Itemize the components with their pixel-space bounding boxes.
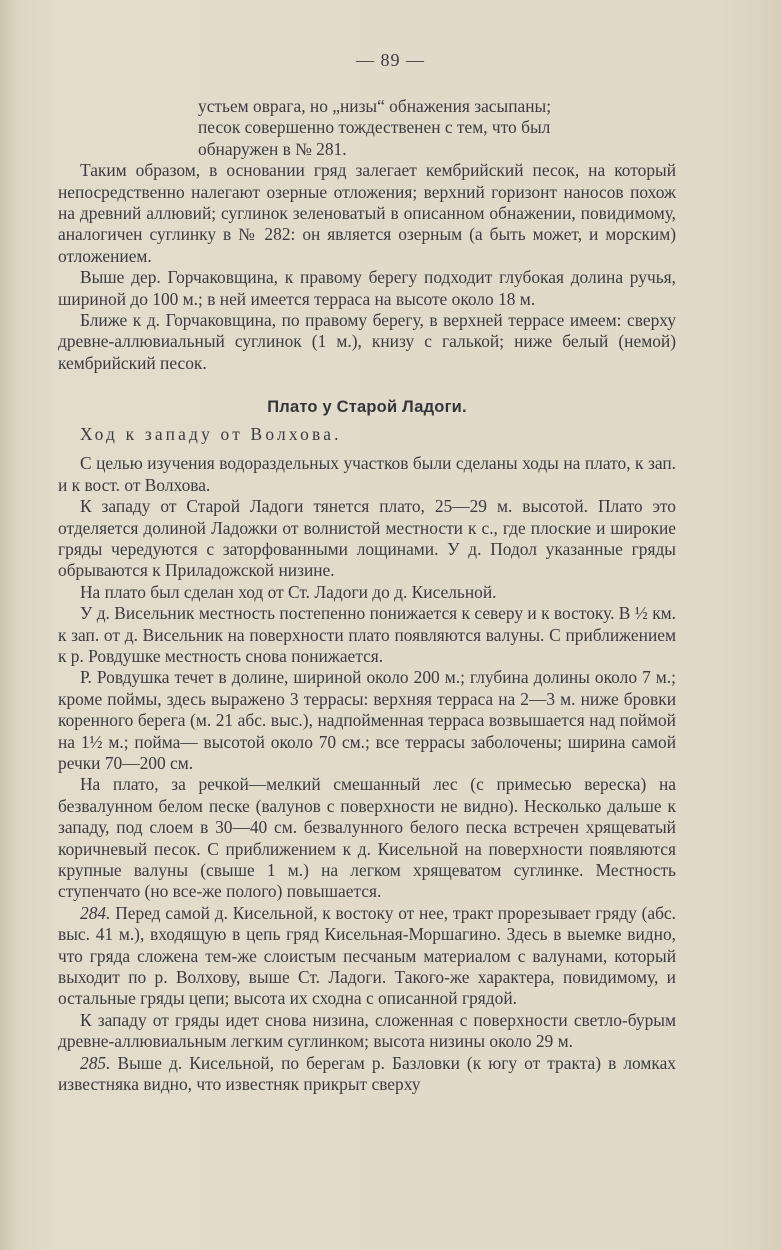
paragraph: Таким образом, в основании гряд залегает кембрийский песок, на который непосредственно налегают озерные отложения; верхний горизонт наносов похож на древний аллювий; суглинок зеленоватый в описанном обнажении, повидимому, аналогичен суглинку в № 282: он является озерным (а быть может, и морским) отложением.	[58, 160, 676, 266]
paragraph-text: Выше д. Кисельной, по берегам р. Базловки (к югу от тракта) в ломках известняка видно, что известняк прикрыт сверху	[58, 1052, 677, 1095]
document-body	[58, 96, 676, 1095]
section-subtitle-text: Ход к западу от Волхова.	[80, 424, 342, 445]
numbered-paragraph-284	[58, 903, 676, 1010]
paragraph-number: 285.	[80, 1052, 111, 1073]
section-title: Плато у Старой Ладоги.	[267, 398, 467, 417]
page-number: — 89 —	[356, 50, 425, 70]
paragraph: К западу от Старой Ладоги тянется плато, 25—29 м. высотой. Плато это отделяется долиной Ладожки от волнистой местности к с., где плоские и широкие гряды чередуются с заторфованными лощинами. У д. Подол указанные гряды обрываются к Приладожской низине.	[58, 496, 676, 581]
continuation-line: устьем оврага, но „низы“ обнажения засыпаны;	[198, 96, 552, 116]
paragraph: Выше дер. Горчаковщина, к правому берегу подходит глубокая долина ручья, шириной до 100 м.; в ней имеется терраса на высоте около 18 м.	[58, 267, 676, 309]
paragraph: С целью изучения водораздельных участков были сделаны ходы на плато, к зап. и к вост. от Волхова.	[58, 453, 676, 495]
paragraph-number: 284.	[80, 902, 111, 923]
paragraph: На плато был сделан ход от Ст. Ладоги до д. Кисельной.	[80, 581, 497, 602]
continuation-line: песок совершенно тождественен с тем, что был	[198, 117, 551, 138]
continuation-line: обнаружен в № 281.	[198, 138, 347, 159]
section-subtitle	[58, 423, 676, 445]
paragraph: У д. Висельник местность постепенно понижается к северу и к востоку. В ½ км. к зап. от д. Висельник на поверхности плато появляются валуны. С приближением к р. Ровдушке местность снова понижается.	[58, 603, 676, 666]
paragraph: Р. Ровдушка течет в долине, шириной около 200 м.; глубина долины около 7 м.; кроме поймы, здесь выражено 3 террасы: верхняя терраса на 2—3 м. ниже бровки коренного берега (м. 21 абс. выс.), надпойменная терраса возвышается над поймой на 1½ м.; пойма— высотой около 70 см.; все террасы заболочены; ширина самой речки 70—200 см.	[58, 667, 676, 773]
paragraph: Ближе к д. Горчаковщина, по правому берегу, в верхней террасе имеем: сверху древне-аллювиальный суглинок (1 м.), книзу с галькой; ниже белый (немой) кембрийский песок.	[58, 310, 676, 373]
continuation-block	[58, 96, 676, 160]
numbered-paragraph-285	[58, 1053, 676, 1096]
paragraph: На плато, за речкой—мелкий смешанный лес (с примесью вереска) на безвалунном белом песке (валунов с поверхности не видно). Несколько дальше к западу, под слоем в 30—40 см. безвалунного белого песка встречен хрящеватый коричневый песок. С приближением к д. Кисельной на поверхности появляются крупные валуны (свыше 1 м.) на легком хрящеватом суглинке. Местность ступенчато (но все-же полого) повышается.	[58, 774, 676, 902]
paragraph-text: Перед самой д. Кисельной, к востоку от нее, тракт прорезывает гряду (абс. выс. 41 м.), входящую в цепь гряд Кисельная-Моршагино. Здесь в выемке видно, что гряда сложена тем-же слоистым песчаным материалом с валунами, который выходит по р. Волхову, выше Ст. Ладоги. Такого-же характера, повидимому, и остальные гряды цепи; высота их сходна с описанной грядой.	[58, 902, 676, 1009]
paragraph: К западу от гряды идет снова низина, сложенная с поверхности светло-бурым древне-аллювиальным легким суглинком; высота низины около 29 м.	[58, 1009, 676, 1052]
